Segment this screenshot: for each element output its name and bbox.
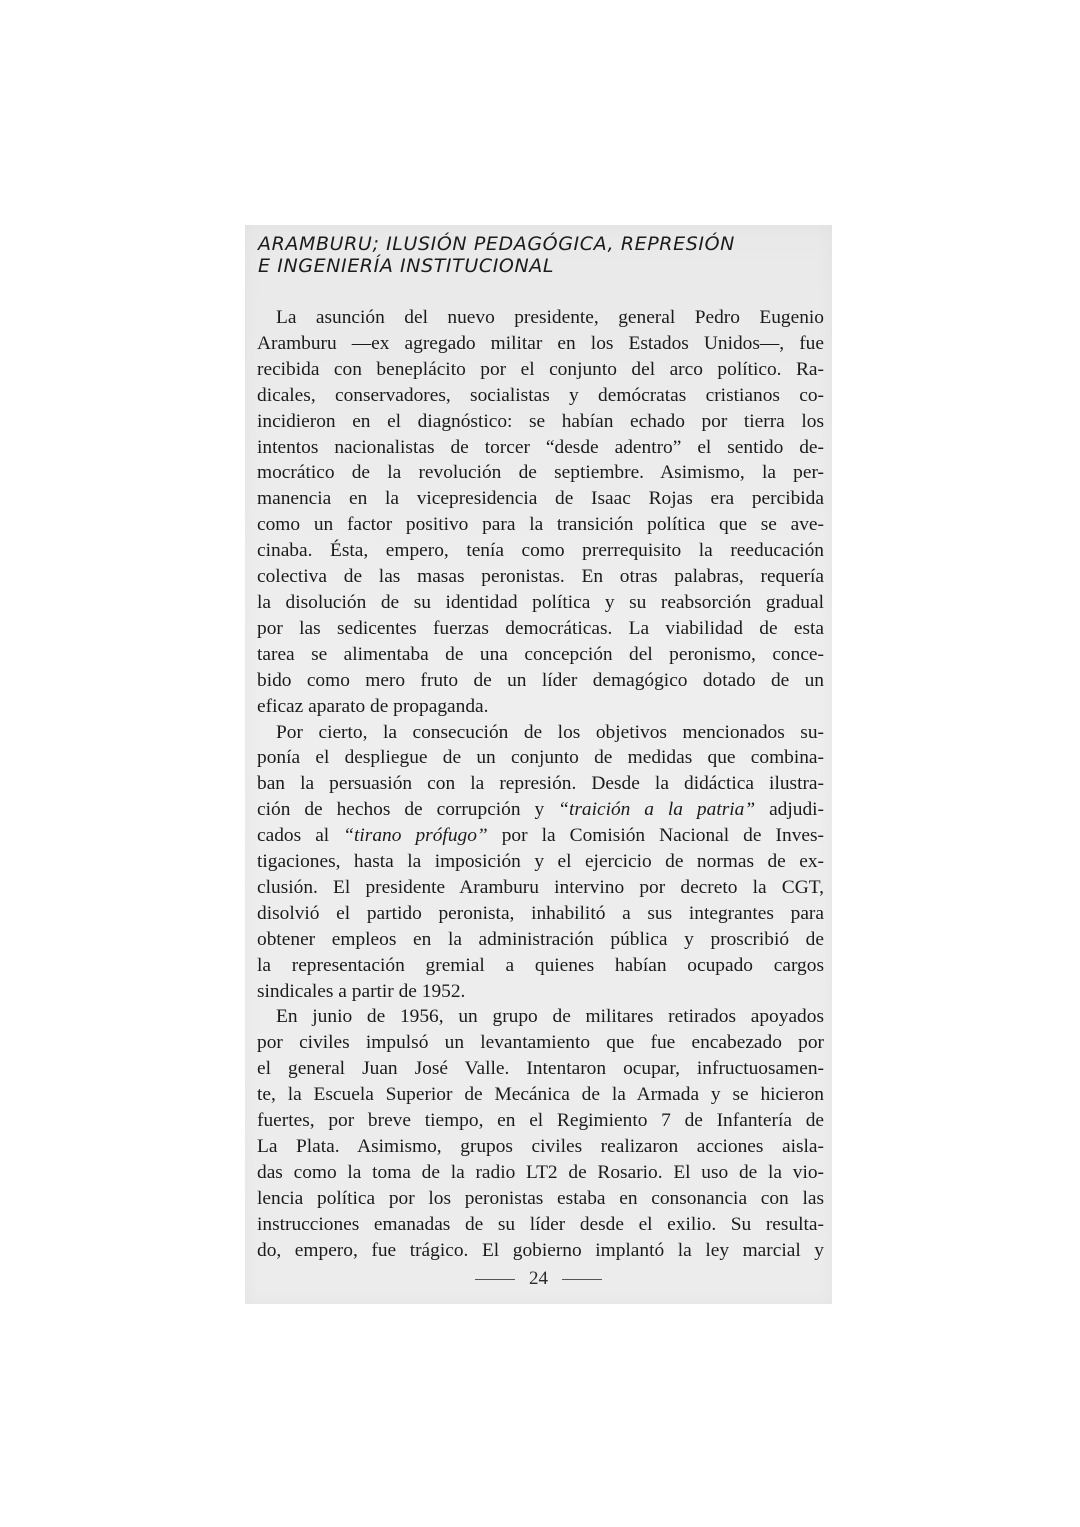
text-line: La asunción del nuevo presidente, general Pedro Eugenio [276,307,824,328]
text-line: instrucciones emanadas de su líder desde el exilio. Su resulta- [257,1213,824,1235]
text-line: En junio de 1956, un grupo de militares retirados apoyados [276,1006,824,1028]
chapter-heading-line-2: E INGENIERÍA INSTITUCIONAL [258,255,555,277]
text-line: eficaz aparato de propaganda. [257,695,489,717]
body-text [257,305,824,1264]
text-line: bido como mero fruto de un líder demagógico dotado de un [257,669,824,691]
paragraph-1 [257,305,824,720]
text-line: sindicales a partir de 1952. [257,980,466,1002]
text-line: Aramburu —ex agregado militar en los Estados Unidos—, fue [257,332,824,354]
text-line: fuertes, por breve tiempo, en el Regimiento 7 de Infantería de [257,1110,824,1132]
paragraph-3 [257,1004,824,1263]
text-line: intentos nacionalistas de torcer “desde adentro” el sentido de- [257,436,824,458]
text-line: disolvió el partido peronista, inhabilitó a sus integrantes para [257,902,824,924]
text-line: por las sedicentes fuerzas democráticas. La viabilidad de esta [257,617,824,639]
text-segment: adjudi- [755,799,824,821]
text-line: Por cierto, la consecución de los objetivos mencionados su- [276,721,824,743]
paragraph-2 [257,720,824,1005]
italic-quote: “traición a la patria” [558,799,756,821]
text-line: te, la Escuela Superior de Mecánica de la Armada y se hicieron [257,1084,824,1106]
page-number [245,1268,832,1290]
text-line: colectiva de las masas peronistas. En otras palabras, requería [257,566,824,588]
text-line: lencia política por los peronistas estaba en consonancia con las [257,1187,824,1209]
chapter-heading [258,233,818,277]
text-line: obtener empleos en la administración pública y proscribió de [257,928,824,950]
text-line: el general Juan José Valle. Intentaron ocupar, infructuosamen- [257,1058,824,1080]
text-line: como un factor positivo para la transición política que se ave- [257,514,824,536]
folio-rule-right [562,1279,602,1280]
chapter-heading-line-1: ARAMBURU; ILUSIÓN PEDAGÓGICA, REPRESIÓN [258,233,735,255]
text-line: tigaciones, hasta la imposición y el ejercicio de normas de ex- [257,851,824,873]
text-line: La Plata. Asimismo, grupos civiles realizaron acciones aisla- [257,1136,824,1157]
text-segment: cados al [257,825,344,847]
text-line: mocrático de la revolución de septiembre. Asimismo, la per- [257,462,824,484]
text-line [257,797,824,823]
text-line: cinaba. Ésta, empero, tenía como prerrequisito la reeducación [257,540,824,562]
text-line: la representación gremial a quienes habían ocupado cargos [257,954,824,976]
text-line: ponía el despliegue de un conjunto de medidas que combina- [257,747,824,769]
text-line: do, empero, fue trágico. El gobierno implantó la ley marcial y [257,1239,824,1261]
text-segment: por la Comisión Nacional de Inves- [487,825,824,847]
text-segment: ción de hechos de corrupción y [257,799,559,821]
text-line: ban la persuasión con la represión. Desde la didáctica ilustra- [257,773,824,795]
text-line: recibida con beneplácito por el conjunto del arco político. Ra- [257,358,824,380]
text-line: incidieron en el diagnóstico: se habían echado por tierra los [257,410,824,432]
text-line: tarea se alimentaba de una concepción del peronismo, conce- [257,643,824,665]
text-line: por civiles impulsó un levantamiento que fue encabezado por [257,1032,824,1054]
text-line [257,823,824,849]
text-line: la disolución de su identidad política y su reabsorción gradual [257,591,824,613]
text-line: manencia en la vicepresidencia de Isaac Rojas era percibida [257,488,824,510]
text-line: clusión. El presidente Aramburu intervino por decreto la CGT, [257,876,824,898]
folio-rule-left [475,1279,515,1280]
text-line: dicales, conservadores, socialistas y demócratas cristianos co- [257,384,824,406]
page-number-text: 24 [529,1268,548,1289]
italic-quote: “tirano prófugo” [343,825,488,847]
text-line: das como la toma de la radio LT2 de Rosario. El uso de la vio- [257,1161,824,1183]
